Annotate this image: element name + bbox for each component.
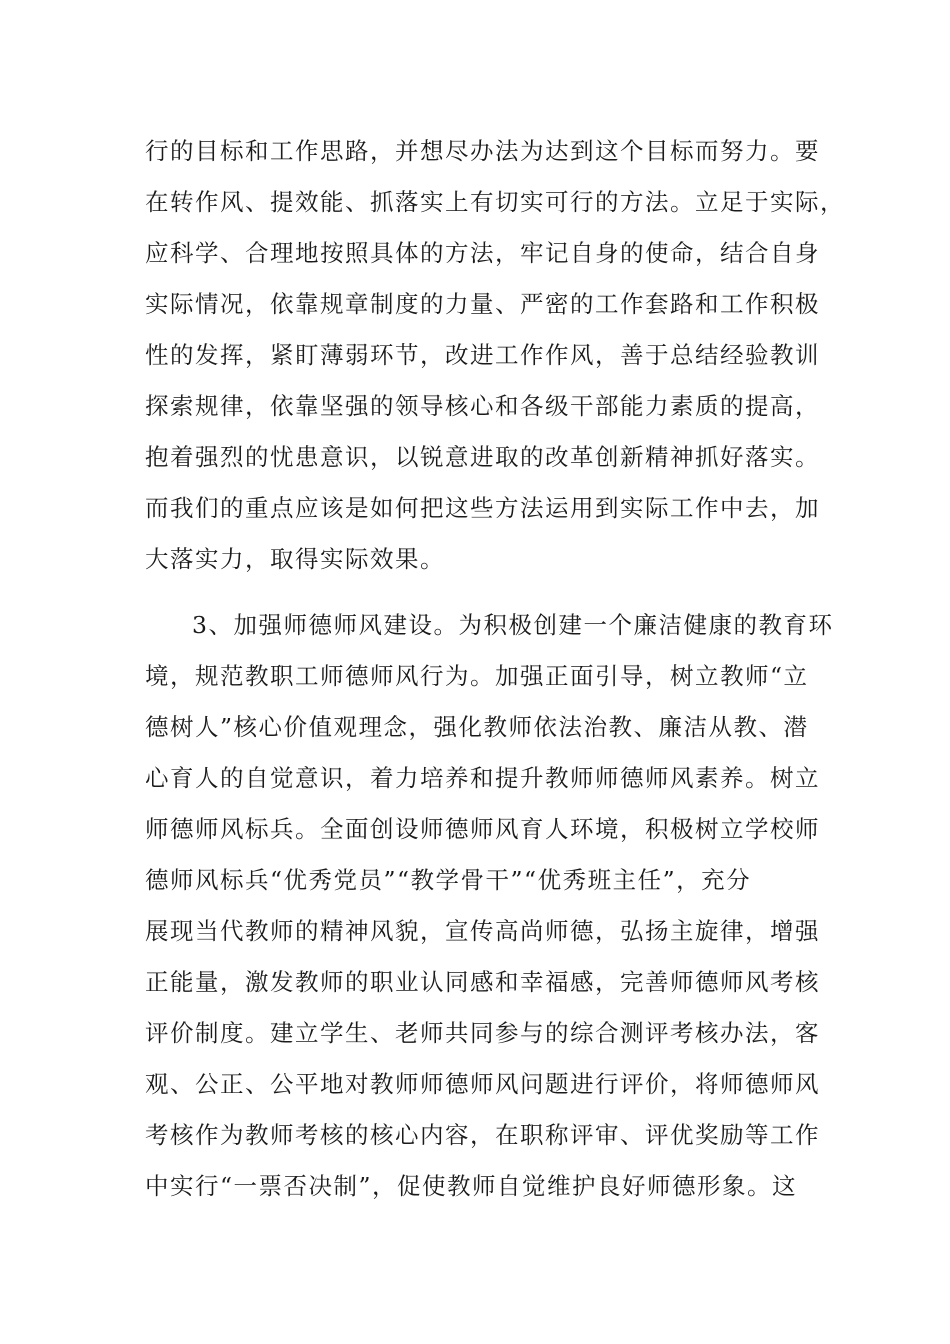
text-line: 抱着强烈的忧患意识，以锐意进取的改革创新精神抓好落实。	[145, 443, 820, 471]
text-line: 德树人”核心价值观理念，强化教师依法治教、廉洁从教、潜	[145, 713, 809, 741]
text-line: 正能量，激发教师的职业认同感和幸福感，完善师德师风考核	[145, 968, 820, 996]
text-line: 大落实力，取得实际效果。	[145, 545, 445, 573]
text-line: 性的发挥，紧盯薄弱环节，改进工作作风，善于总结经验教训	[145, 341, 820, 369]
text-line: 德师风标兵“优秀党员”“教学骨干”“优秀班主任”，充分	[145, 866, 752, 894]
text-line: 心育人的自觉意识，着力培养和提升教师师德师风素养。树立	[145, 764, 820, 792]
text-line: 展现当代教师的精神风貌，宣传高尚师德，弘扬主旋律，增强	[145, 917, 820, 945]
text-line: 应科学、合理地按照具体的方法，牢记自身的使命，结合自身	[145, 239, 820, 267]
text-line: 在转作风、提效能、抓落实上有切实可行的方法。立足于实际，	[145, 188, 845, 216]
text-line: 师德师风标兵。全面创设师德师风育人环境，积极树立学校师	[145, 815, 820, 843]
text-line: 评价制度。建立学生、老师共同参与的综合测评考核办法，客	[145, 1019, 820, 1047]
text-line: 探索规律，依靠坚强的领导核心和各级干部能力素质的提高，	[145, 392, 820, 420]
text-line: 观、公正、公平地对教师师德师风问题进行评价，将师德师风	[145, 1070, 820, 1098]
text-line: 中实行“一票否决制”，促使教师自觉维护良好师德形象。这	[145, 1172, 798, 1200]
text-line: 行的目标和工作思路，并想尽办法为达到这个目标而努力。要	[145, 137, 820, 165]
text-line: 考核作为教师考核的核心内容，在职称评审、评优奖励等工作	[145, 1121, 820, 1149]
text-line: 境，规范教职工师德师风行为。加强正面引导，树立教师“立	[145, 662, 809, 690]
paragraph-first-line: 3、加强师德师风建设。为积极创建一个廉洁健康的教育环	[192, 611, 834, 639]
text-line: 而我们的重点应该是如何把这些方法运用到实际工作中去，加	[145, 494, 820, 522]
text-line: 实际情况，依靠规章制度的力量、严密的工作套路和工作积极	[145, 290, 820, 318]
